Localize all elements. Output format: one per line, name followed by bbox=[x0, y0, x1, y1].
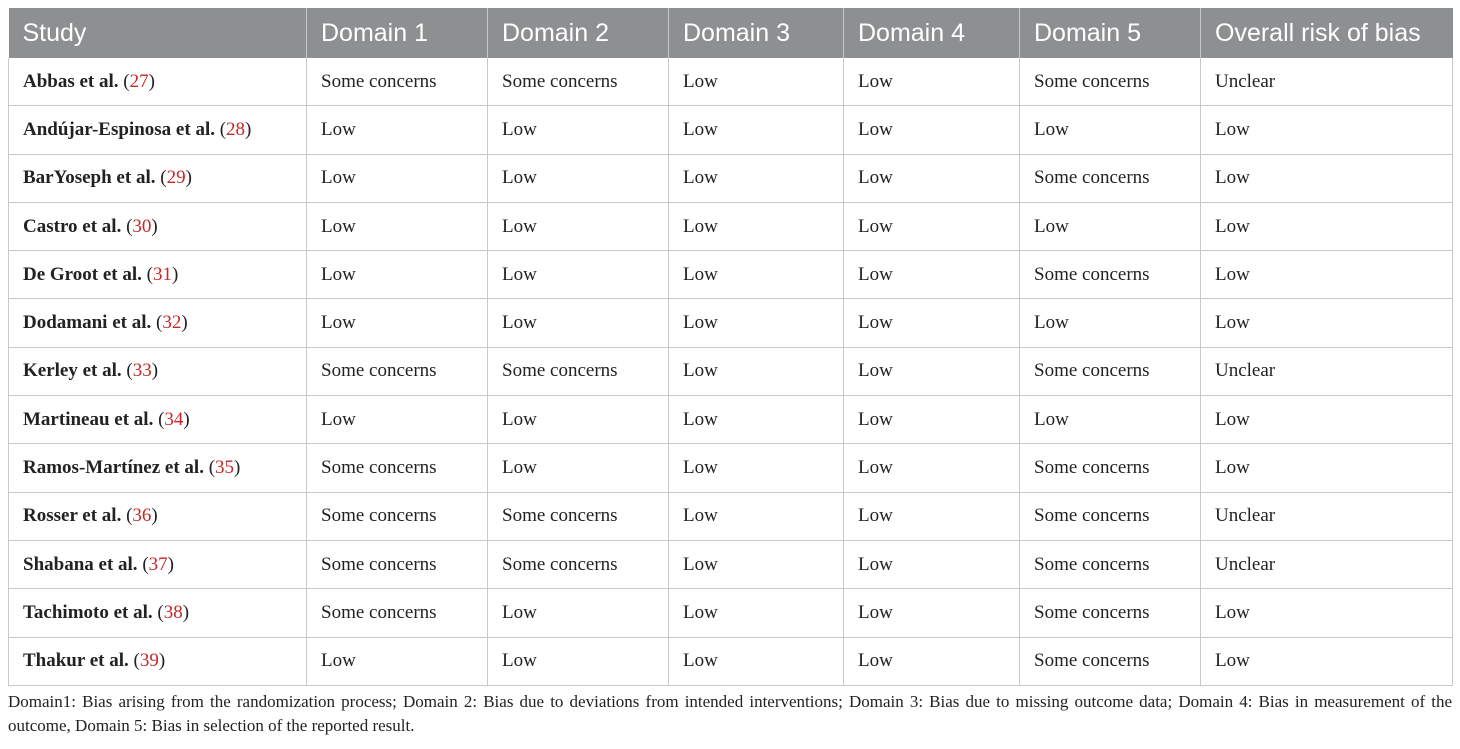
domain-3-cell: Low bbox=[669, 299, 844, 347]
domain-1-cell: Low bbox=[307, 202, 488, 250]
table-body bbox=[9, 58, 1453, 685]
domain-5-cell: Some concerns bbox=[1020, 444, 1201, 492]
reference-link[interactable]: 33 bbox=[132, 360, 152, 382]
reference-link[interactable]: 35 bbox=[215, 457, 235, 479]
domain-5-cell: Some concerns bbox=[1020, 492, 1201, 540]
study-cell: Martineau et al. (34) bbox=[9, 396, 307, 444]
domain-1-cell: Some concerns bbox=[307, 540, 488, 588]
header-domain-5: Domain 5 bbox=[1020, 8, 1201, 58]
study-cell: Tachimoto et al. (38) bbox=[9, 589, 307, 637]
domain-4-cell: Low bbox=[844, 396, 1020, 444]
reference-link[interactable]: 39 bbox=[139, 650, 159, 672]
overall-risk-cell: Unclear bbox=[1201, 347, 1453, 395]
overall-risk-cell: Low bbox=[1201, 154, 1453, 202]
domain-2-cell: Low bbox=[488, 202, 669, 250]
study-name: Kerley et al. bbox=[23, 360, 122, 382]
reference-link[interactable]: 28 bbox=[226, 118, 246, 140]
header-study: Study bbox=[9, 8, 307, 58]
domain-1-cell: Low bbox=[307, 106, 488, 154]
risk-of-bias-table-container bbox=[8, 8, 1452, 686]
domain-4-cell: Low bbox=[844, 154, 1020, 202]
domain-3-cell: Low bbox=[669, 589, 844, 637]
domain-1-cell: Low bbox=[307, 396, 488, 444]
domain-5-cell: Some concerns bbox=[1020, 540, 1201, 588]
domain-1-cell: Low bbox=[307, 251, 488, 299]
reference-link[interactable]: 36 bbox=[132, 505, 152, 527]
domain-3-cell: Low bbox=[669, 106, 844, 154]
study-name: BarYoseph et al. bbox=[23, 167, 156, 189]
overall-risk-cell: Low bbox=[1201, 106, 1453, 154]
domain-4-cell: Low bbox=[844, 299, 1020, 347]
reference-link[interactable]: 38 bbox=[163, 601, 183, 623]
table-row bbox=[9, 106, 1453, 154]
study-cell: Rosser et al. (36) bbox=[9, 492, 307, 540]
domain-2-cell: Low bbox=[488, 154, 669, 202]
table-row bbox=[9, 58, 1453, 106]
domain-2-cell: Low bbox=[488, 637, 669, 685]
reference-link[interactable]: 29 bbox=[166, 167, 186, 189]
domain-4-cell: Low bbox=[844, 106, 1020, 154]
domain-4-cell: Low bbox=[844, 347, 1020, 395]
domain-5-cell: Some concerns bbox=[1020, 251, 1201, 299]
domain-3-cell: Low bbox=[669, 347, 844, 395]
domain-1-cell: Low bbox=[307, 299, 488, 347]
domain-4-cell: Low bbox=[844, 202, 1020, 250]
domain-1-cell: Some concerns bbox=[307, 589, 488, 637]
overall-risk-cell: Low bbox=[1201, 202, 1453, 250]
header-domain-3: Domain 3 bbox=[669, 8, 844, 58]
domain-1-cell: Low bbox=[307, 637, 488, 685]
reference-link[interactable]: 34 bbox=[164, 408, 184, 430]
study-cell: Castro et al. (30) bbox=[9, 202, 307, 250]
header-domain-4: Domain 4 bbox=[844, 8, 1020, 58]
domain-5-cell: Low bbox=[1020, 106, 1201, 154]
domain-5-cell: Some concerns bbox=[1020, 637, 1201, 685]
domain-3-cell: Low bbox=[669, 202, 844, 250]
domain-4-cell: Low bbox=[844, 58, 1020, 106]
domain-2-cell: Some concerns bbox=[488, 492, 669, 540]
table-row bbox=[9, 299, 1453, 347]
reference-link[interactable]: 32 bbox=[162, 312, 182, 334]
domain-2-cell: Low bbox=[488, 251, 669, 299]
domain-3-cell: Low bbox=[669, 251, 844, 299]
domain-1-cell: Some concerns bbox=[307, 58, 488, 106]
overall-risk-cell: Low bbox=[1201, 299, 1453, 347]
study-name: Castro et al. bbox=[23, 215, 122, 237]
study-name: Andújar-Espinosa et al. bbox=[23, 118, 215, 140]
table-row bbox=[9, 492, 1453, 540]
domain-2-cell: Low bbox=[488, 444, 669, 492]
study-cell: BarYoseph et al. (29) bbox=[9, 154, 307, 202]
study-cell: Abbas et al. (27) bbox=[9, 58, 307, 106]
domain-2-cell: Some concerns bbox=[488, 58, 669, 106]
table-footnote: Domain1: Bias arising from the randomization process; Domain 2: Bias due to deviations from intended interventions; Domain 3: Bias due to missing outcome data; Domain 4: Bias in measurement of the outcome, Domain 5: Bias in selection of the reported result. bbox=[8, 692, 1452, 735]
domain-3-cell: Low bbox=[669, 396, 844, 444]
domain-1-cell: Some concerns bbox=[307, 492, 488, 540]
domain-5-cell: Low bbox=[1020, 299, 1201, 347]
domain-1-cell: Low bbox=[307, 154, 488, 202]
domain-1-cell: Some concerns bbox=[307, 347, 488, 395]
overall-risk-cell: Unclear bbox=[1201, 58, 1453, 106]
study-name: Ramos-Martínez et al. bbox=[23, 457, 204, 479]
domain-5-cell: Some concerns bbox=[1020, 58, 1201, 106]
table-row bbox=[9, 202, 1453, 250]
domain-3-cell: Low bbox=[669, 540, 844, 588]
domain-5-cell: Some concerns bbox=[1020, 589, 1201, 637]
domain-4-cell: Low bbox=[844, 492, 1020, 540]
study-cell: Shabana et al. (37) bbox=[9, 540, 307, 588]
domain-4-cell: Low bbox=[844, 444, 1020, 492]
reference-link[interactable]: 31 bbox=[152, 263, 172, 285]
overall-risk-cell: Low bbox=[1201, 589, 1453, 637]
study-name: De Groot et al. bbox=[23, 263, 142, 285]
domain-5-cell: Low bbox=[1020, 396, 1201, 444]
table-row bbox=[9, 251, 1453, 299]
overall-risk-cell: Low bbox=[1201, 637, 1453, 685]
domain-3-cell: Low bbox=[669, 492, 844, 540]
domain-2-cell: Low bbox=[488, 299, 669, 347]
domain-3-cell: Low bbox=[669, 154, 844, 202]
domain-5-cell: Low bbox=[1020, 202, 1201, 250]
risk-of-bias-table bbox=[8, 8, 1453, 686]
study-name: Martineau et al. bbox=[23, 408, 154, 430]
study-cell: Ramos-Martínez et al. (35) bbox=[9, 444, 307, 492]
domain-2-cell: Low bbox=[488, 106, 669, 154]
study-name: Abbas et al. bbox=[23, 70, 119, 92]
domain-4-cell: Low bbox=[844, 589, 1020, 637]
overall-risk-cell: Unclear bbox=[1201, 540, 1453, 588]
header-domain-2: Domain 2 bbox=[488, 8, 669, 58]
domain-4-cell: Low bbox=[844, 251, 1020, 299]
study-name: Tachimoto et al. bbox=[23, 601, 153, 623]
table-row bbox=[9, 540, 1453, 588]
overall-risk-cell: Low bbox=[1201, 444, 1453, 492]
domain-3-cell: Low bbox=[669, 444, 844, 492]
header-domain-1: Domain 1 bbox=[307, 8, 488, 58]
domain-2-cell: Some concerns bbox=[488, 347, 669, 395]
domain-3-cell: Low bbox=[669, 637, 844, 685]
table-header-row bbox=[9, 8, 1453, 58]
overall-risk-cell: Unclear bbox=[1201, 492, 1453, 540]
header-overall-risk: Overall risk of bias bbox=[1201, 8, 1453, 58]
table-row bbox=[9, 154, 1453, 202]
domain-3-cell: Low bbox=[669, 58, 844, 106]
study-name: Rosser et al. bbox=[23, 505, 122, 527]
reference-link[interactable]: 27 bbox=[129, 70, 149, 92]
study-cell: Dodamani et al. (32) bbox=[9, 299, 307, 347]
domain-4-cell: Low bbox=[844, 540, 1020, 588]
domain-2-cell: Low bbox=[488, 589, 669, 637]
overall-risk-cell: Low bbox=[1201, 251, 1453, 299]
reference-link[interactable]: 37 bbox=[148, 553, 168, 575]
study-cell: Andújar-Espinosa et al. (28) bbox=[9, 106, 307, 154]
domain-4-cell: Low bbox=[844, 637, 1020, 685]
study-name: Thakur et al. bbox=[23, 650, 129, 672]
study-cell: Kerley et al. (33) bbox=[9, 347, 307, 395]
domain-5-cell: Some concerns bbox=[1020, 347, 1201, 395]
reference-link[interactable]: 30 bbox=[132, 215, 152, 237]
domain-2-cell: Some concerns bbox=[488, 540, 669, 588]
study-name: Dodamani et al. bbox=[23, 312, 152, 334]
table-row bbox=[9, 347, 1453, 395]
table-row bbox=[9, 589, 1453, 637]
domain-1-cell: Some concerns bbox=[307, 444, 488, 492]
study-cell: Thakur et al. (39) bbox=[9, 637, 307, 685]
study-cell: De Groot et al. (31) bbox=[9, 251, 307, 299]
table-row bbox=[9, 396, 1453, 444]
domain-5-cell: Some concerns bbox=[1020, 154, 1201, 202]
domain-2-cell: Low bbox=[488, 396, 669, 444]
overall-risk-cell: Low bbox=[1201, 396, 1453, 444]
study-name: Shabana et al. bbox=[23, 553, 138, 575]
table-row bbox=[9, 637, 1453, 685]
table-row bbox=[9, 444, 1453, 492]
